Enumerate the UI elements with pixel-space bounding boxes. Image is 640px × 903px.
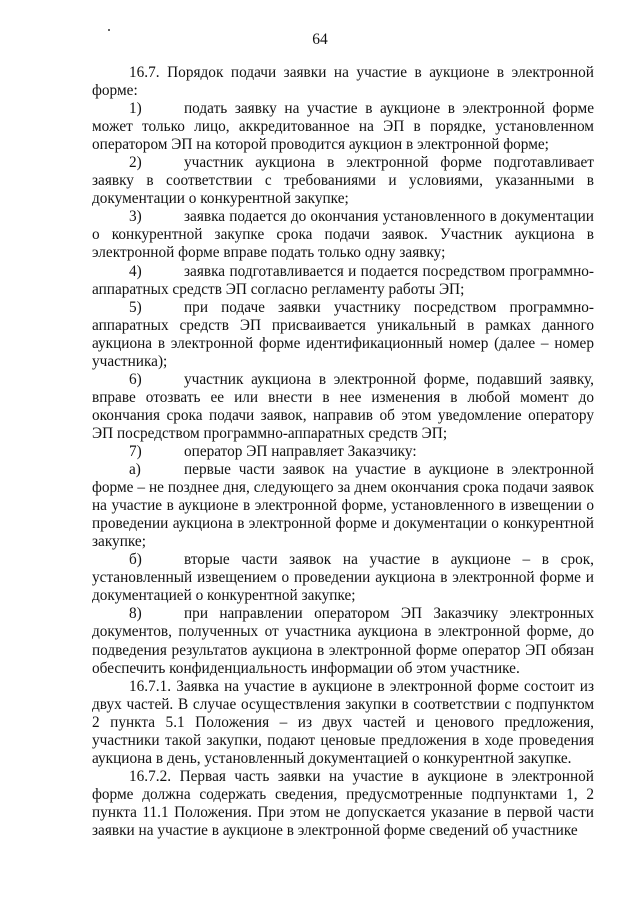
document-body [92, 64, 594, 840]
list-item [92, 100, 594, 154]
list-item-text: участник аукциона в электронной форме, подавший заявку, вправе отозвать ее или внести в нее изменения в любой момент до окончания срока подачи заявок, направив об этом уведомление оператору ЭП посредством программно-аппаратных средств ЭП; [92, 370, 594, 442]
list-item-number: 8) [129, 605, 142, 623]
list-item [92, 208, 594, 262]
list-item-number: 7) [129, 442, 142, 460]
list-item-text: участник аукциона в электронной форме подготавливает заявку в соответствии с требованиями и условиями, указанными в документации о конкурентной закупке; [92, 154, 594, 208]
list-item [92, 263, 594, 299]
list-item-text: вторые части заявок на участие в аукционе – в срок, установленный извещением о проведении аукциона в электронной форме и документацией о конкурентной закупке; [92, 551, 594, 605]
subsection-16-7-2: 16.7.2. Первая часть заявки на участие в аукционе в электронной форме должна содержать сведения, предусмотренные подпунктами 1, 2 пункта 11.1 Положения. При этом не допускается указание в первой части заявки на участие в аукционе в электронной форме сведений об участнике [92, 767, 594, 839]
list-item-text: при подаче заявки участнику посредством программно-аппаратных средств ЭП присваивается уникальный в рамках данного аукциона в электронной форме идентификационный номер (далее – номер участника); [92, 298, 594, 370]
list-item [92, 443, 594, 461]
list-item [92, 371, 594, 443]
list-item [92, 551, 594, 605]
list-item-number: 5) [129, 298, 142, 316]
list-item-number: а) [129, 461, 141, 479]
page-number: 64 [312, 31, 328, 48]
list-item-text: подать заявку на участие в аукционе в электронной форме может только лицо, аккредитованное на ЭП в порядке, установленном оператором ЭП на которой проводится аукцион в электронной форме; [92, 100, 594, 154]
list-item [92, 154, 594, 208]
list-item-text: заявка подается до окончания установленного в документации о конкурентной закупке срока подачи заявок. Участник аукциона в электронной форме вправе подать только одну заявку; [92, 208, 594, 262]
list-item-number: 2) [129, 154, 142, 172]
list-item [92, 605, 594, 677]
list-item [92, 461, 594, 551]
list-item-text: первые части заявок на участие в аукционе в электронной форме – не позднее дня, следующего за днем окончания срока подачи заявок на участие в аукционе в электронной форме, установленного в извещении о проведении аукциона в электронной форме и документации о конкурентной закупке; [92, 461, 594, 551]
section-heading: 16.7. Порядок подачи заявки на участие в аукционе в электронной форме: [92, 64, 594, 100]
list-item-text: при направлении оператором ЭП Заказчику электронных документов, полученных от участника аукциона в электронной форме, до подведения результатов аукциона в электронной форме оператор ЭП обязан обеспечить конфиденциальность информации об этом участнике. [92, 605, 594, 677]
list-item-number: 3) [129, 208, 142, 226]
list-item-number: 4) [129, 262, 142, 280]
list-item-text: оператор ЭП направляет Заказчику: [184, 442, 417, 460]
list-item-number: 6) [129, 370, 142, 388]
list-item-text: заявка подготавливается и подается посредством программно-аппаратных средств ЭП согласно регламенту работы ЭП; [92, 262, 594, 298]
subsection-16-7-1: 16.7.1. Заявка на участие в аукционе в электронной форме состоит из двух частей. В случае осуществления закупки в соответствии с подпунктом 2 пункта 5.1 Положения – из двух частей и ценового предложения, участники такой закупки, подают ценовые предложения в ходе проведения аукциона в день, установленный документацией о конкурентной закупке. [92, 677, 594, 767]
list-item-number: 1) [129, 100, 142, 118]
list-item-number: б) [129, 551, 142, 569]
list-item [92, 299, 594, 371]
